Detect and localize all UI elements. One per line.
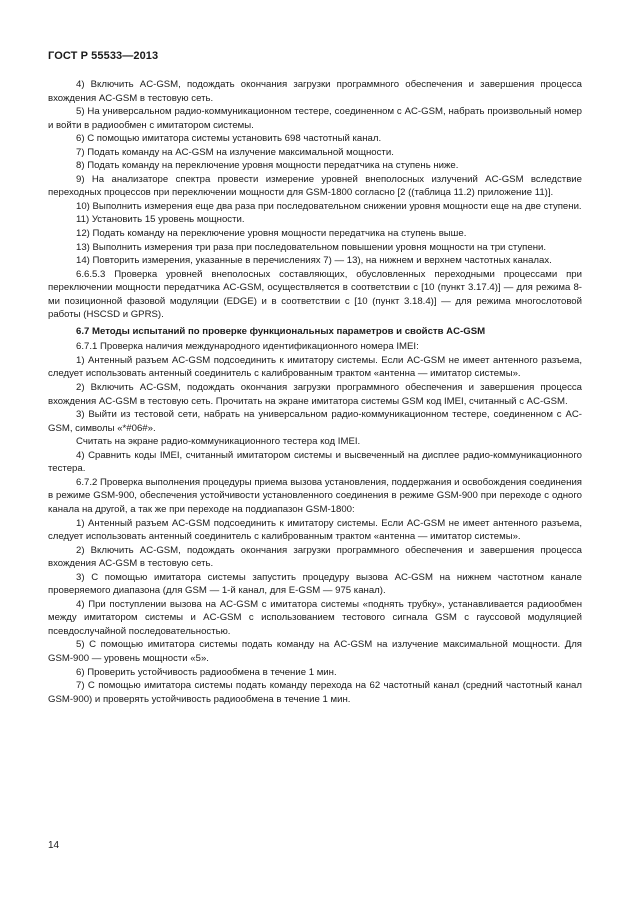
paragraph: 6.6.5.3 Проверка уровней внеполосных составляющих, обусловленных переходными процессами при переключении мощности передатчика AC-GSM, осуществляется в соответствии с [10 (пункт 3.17.4)] — для режима 8-ми позиционной фазовой модуляции (EDGE) и в соответствии с [10 (пункт 3.18.4)] — для режима многослотовой работы (HSCSD и GPRS). — [48, 268, 582, 321]
paragraph: 1) Антенный разъем AC-GSM подсоединить к имитатору системы. Если AC-GSM не имеет антенного разъема, следует использовать антенный соединитель с калиброванным трактом «антенна — имитатор системы». — [48, 517, 582, 543]
paragraph: 5) На универсальном радио-коммуникационном тестере, соединенном с AC-GSM, набрать произвольный номер и войти в радиообмен с имитатором системы. — [48, 106, 582, 131]
paragraph: 4) Включить AC-GSM, подождать окончания загрузки программного обеспечения и завершения процесса вхождения AC-GSM в тестовую сеть. — [48, 79, 582, 104]
paragraph: 4) Сравнить коды IMEI, считанный имитатором системы и высвеченный на дисплее радио-коммуникационного тестера. — [48, 449, 582, 475]
paragraph: 2) Включить AC-GSM, подождать окончания загрузки программного обеспечения и завершения процесса вхождения AC-GSM в тестовую сеть. Прочитать на экране имитатора системы GSM код IMEI, считанный с AC-GSM. — [48, 382, 582, 407]
paragraph: 12) Подать команду на переключение уровня мощности передатчика на ступень выше. — [76, 228, 467, 240]
paragraph: 14) Повторить измерения, указанные в перечислениях 7) — 13), на нижнем и верхнем частотных каналах. — [76, 255, 552, 267]
paragraph: 6) С помощью имитатора системы установить 698 частотный канал. — [76, 133, 382, 145]
document-header: ГОСТ Р 55533—2013 — [48, 50, 159, 62]
section-heading: 6.7 Методы испытаний по проверке функциональных параметров и свойств AC-GSM — [76, 325, 486, 337]
paragraph: 11) Установить 15 уровень мощности. — [76, 214, 245, 226]
document-body — [48, 78, 582, 706]
paragraph: 3) С помощью имитатора системы запустить процедуру вызова AC-GSM на нижнем частотном канале проверяемого диапазона (для GSM — 1-й канал, для E-GSM — 975 канал). — [48, 571, 582, 597]
paragraph: 6) Проверить устойчивость радиообмена в течение 1 мин. — [76, 666, 337, 678]
paragraph: 1) Антенный разъем AC-GSM подсоединить к имитатору системы. Если AC-GSM не имеет антенного разъема, следует использовать антенный соединитель с калиброванным трактом «антенна — имитатор системы». — [48, 354, 582, 380]
paragraph: Считать на экране радио-коммуникационного тестера код IMEI. — [76, 436, 361, 448]
paragraph: 2) Включить AC-GSM, подождать окончания загрузки программного обеспечения и завершения процесса вхождения AC-GSM в тестовую сеть. — [48, 544, 582, 570]
paragraph: 5) С помощью имитатора системы подать команду на AC-GSM на излучение максимальной мощности. Для GSM-900 — уровень мощности «5». — [48, 639, 582, 664]
paragraph: 4) При поступлении вызова на AC-GSM с имитатора системы «поднять трубку», устанавливается радиообмен между имитатором системы и AC-GSM с использованием тестового сигнала GSM с гауссовой модуляцией псевдослучайной последовательностью. — [48, 598, 582, 637]
page-number: 14 — [48, 840, 60, 851]
paragraph: 3) Выйти из тестовой сети, набрать на универсальном радио-коммуникационном тестере, соединенном с AC-GSM, символы «*#06#». — [48, 409, 582, 434]
paragraph: 7) Подать команду на AC-GSM на излучение максимальной мощности. — [76, 146, 394, 158]
paragraph: 6.7.2 Проверка выполнения процедуры приема вызова установления, поддержания и освобождения соединения в режиме GSM-900, обеспечения устойчивости установленного соединения в режиме GSM-900 при переходе с одного канала на другой, а так же при переходе на поддиапазон GSM-1800: — [48, 476, 582, 515]
paragraph: 10) Выполнить измерения еще два раза при последовательном снижении уровня мощности еще на две ступени. — [76, 200, 582, 212]
paragraph: 13) Выполнить измерения три раза при последовательном повышении уровня мощности на три ступени. — [76, 241, 547, 253]
paragraph: 7) С помощью имитатора системы подать команду перехода на 62 частотный канал (средний частотный канал GSM-900) и проверять устойчивость радиообмена в течение 1 мин. — [48, 680, 582, 705]
paragraph: 8) Подать команду на переключение уровня мощности передатчика на ступень ниже. — [76, 160, 459, 172]
paragraph: 9) На анализаторе спектра провести измерение уровней внеполосных излучений AC-GSM вследствие переходных процессов при переключении мощности для GSM-1800 согласно [2 ((таблица 11.2) приложение 11)]. — [48, 173, 582, 199]
paragraph: 6.7.1 Проверка наличия международного идентификационного номера IMEI: — [76, 341, 419, 353]
